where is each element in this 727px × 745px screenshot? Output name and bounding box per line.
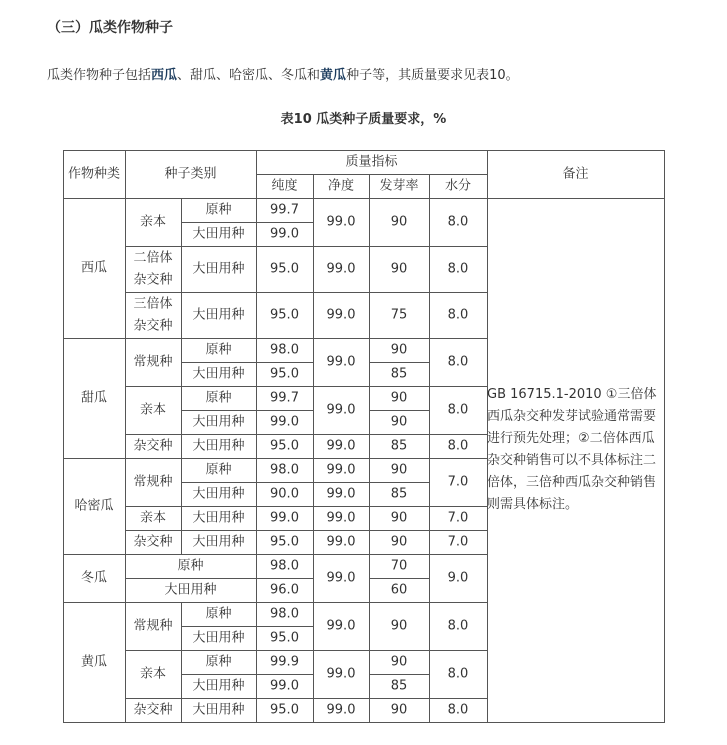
seed-subtype: 原种 (177, 558, 204, 574)
germination-value: 85 (390, 678, 408, 694)
germination-value: 90 (390, 534, 408, 550)
seed-subtype: 大田用种 (192, 630, 245, 646)
seed-group: 常规种 (133, 354, 173, 370)
clean-value: 99.0 (326, 534, 356, 550)
seed-subtype: 大田用种 (192, 226, 245, 242)
clean-value: 99.0 (326, 214, 356, 230)
moisture-value: 8.0 (447, 402, 469, 418)
seed-subtype: 原种 (205, 342, 232, 358)
crop-name: 哈密瓜 (74, 498, 114, 514)
purity-value: 98.0 (270, 606, 299, 622)
clean-value: 99.0 (326, 354, 356, 370)
purity-value: 90.0 (270, 486, 299, 502)
header-crop: 作物种类 (67, 166, 121, 182)
purity-value: 95.0 (270, 438, 299, 454)
header-remarks: 备注 (562, 166, 589, 182)
germination-value: 85 (390, 366, 408, 382)
clean-value: 99.0 (326, 510, 356, 526)
seed-subtype: 大田用种 (192, 366, 245, 382)
seed-subtype: 大田用种 (192, 510, 245, 526)
purity-value: 95.0 (270, 261, 299, 277)
seed-group: 杂交种 (133, 272, 173, 288)
purity-value: 95.0 (270, 307, 299, 323)
purity-value: 98.0 (270, 342, 299, 358)
purity-value: 99.7 (270, 390, 299, 406)
germination-value: 90 (390, 654, 408, 670)
moisture-value: 7.0 (447, 474, 469, 490)
clean-value: 99.0 (326, 618, 356, 634)
intro-crop-cucumber: 黄瓜 (320, 68, 347, 83)
seed-subtype: 大田用种 (192, 414, 245, 430)
purity-value: 99.0 (270, 414, 299, 430)
seed-group: 亲本 (139, 510, 167, 526)
clean-value: 99.0 (326, 261, 356, 277)
purity-value: 96.0 (270, 582, 299, 598)
clean-value: 99.0 (326, 462, 356, 478)
intro-crop-watermelon: 西瓜 (151, 68, 178, 83)
moisture-value: 8.0 (447, 214, 469, 230)
purity-value: 99.7 (270, 202, 299, 218)
germination-value: 70 (390, 558, 408, 574)
clean-value: 99.0 (326, 486, 356, 502)
seed-group: 杂交种 (133, 702, 173, 718)
header-moisture: 水分 (444, 178, 472, 194)
seed-subtype: 大田用种 (192, 307, 245, 323)
clean-value: 99.0 (326, 402, 356, 418)
clean-value: 99.0 (326, 438, 356, 454)
section-heading: （三）瓜类作物种子 (47, 20, 173, 36)
seed-group: 亲本 (139, 214, 167, 230)
crop-name: 冬瓜 (80, 570, 108, 586)
seed-group: 常规种 (133, 474, 173, 490)
seed-group: 亲本 (139, 402, 167, 418)
seed-subtype: 原种 (205, 462, 232, 478)
remarks-note: GB 16715.1-2010 ①三倍体西瓜杂交种发芽试验通常需要进行预先处理；②二倍体西瓜杂交种销售可以不具体标注二倍体，三倍种西瓜杂交种销售则需具体标注。 (487, 387, 657, 512)
header-germination: 发芽率 (379, 178, 419, 194)
clean-value: 99.0 (326, 307, 356, 323)
purity-value: 95.0 (270, 366, 299, 382)
purity-value: 99.0 (270, 226, 299, 242)
header-clean: 净度 (327, 178, 355, 194)
germination-value: 90 (390, 214, 408, 230)
purity-value: 99.0 (270, 510, 299, 526)
seed-group: 亲本 (139, 666, 167, 682)
seed-group: 三倍体 (133, 296, 173, 312)
purity-value: 98.0 (270, 462, 299, 478)
germination-value: 90 (390, 414, 408, 430)
seed-group: 二倍体 (133, 250, 173, 266)
seed-group: 杂交种 (133, 438, 173, 454)
germination-value: 90 (390, 261, 408, 277)
purity-value: 99.0 (270, 678, 299, 694)
header-quality: 质量指标 (345, 154, 398, 170)
seed-subtype: 大田用种 (192, 534, 245, 550)
germination-value: 90 (390, 342, 408, 358)
seed-group: 杂交种 (133, 534, 173, 550)
germination-value: 90 (390, 510, 408, 526)
moisture-value: 8.0 (447, 354, 469, 370)
germination-value: 90 (390, 390, 408, 406)
crop-name: 甜瓜 (80, 390, 108, 406)
purity-value: 98.0 (270, 558, 299, 574)
seed-subtype: 大田用种 (192, 261, 245, 277)
seed-subtype: 原种 (205, 390, 232, 406)
seed-subtype: 大田用种 (192, 486, 245, 502)
germination-value: 90 (390, 462, 408, 478)
moisture-value: 7.0 (447, 510, 469, 526)
crop-name: 黄瓜 (80, 654, 108, 670)
moisture-value: 9.0 (447, 570, 469, 586)
germination-value: 85 (390, 486, 408, 502)
seed-group: 常规种 (133, 618, 173, 634)
seed-subtype: 原种 (205, 202, 232, 218)
moisture-value: 8.0 (447, 307, 469, 323)
seed-subtype: 原种 (205, 654, 232, 670)
seed-group: 杂交种 (133, 318, 173, 334)
crop-name: 西瓜 (80, 260, 108, 276)
moisture-value: 8.0 (447, 666, 469, 682)
clean-value: 99.0 (326, 666, 356, 682)
germination-value: 90 (390, 618, 408, 634)
purity-value: 95.0 (270, 534, 299, 550)
germination-value: 75 (390, 307, 408, 323)
intro-text-3: 种子等，其质量要求见表10。 (346, 68, 519, 83)
moisture-value: 8.0 (447, 618, 469, 634)
purity-value: 95.0 (270, 702, 299, 718)
seed-subtype: 大田用种 (192, 438, 245, 454)
purity-value: 95.0 (270, 630, 299, 646)
moisture-value: 8.0 (447, 261, 469, 277)
seed-subtype: 大田用种 (164, 582, 217, 598)
header-seed-type: 种子类别 (164, 166, 217, 182)
clean-value: 99.0 (326, 702, 356, 718)
seed-subtype: 大田用种 (192, 678, 245, 694)
seed-subtype: 原种 (205, 606, 232, 622)
seed-subtype: 大田用种 (192, 702, 245, 718)
purity-value: 99.9 (270, 654, 299, 670)
germination-value: 90 (390, 702, 408, 718)
moisture-value: 8.0 (447, 438, 469, 454)
germination-value: 60 (390, 582, 408, 598)
clean-value: 99.0 (326, 570, 356, 586)
germination-value: 85 (390, 438, 408, 454)
moisture-value: 8.0 (447, 702, 469, 718)
intro-text-2: 、甜瓜、哈密瓜、冬瓜和 (177, 68, 321, 83)
header-purity: 纯度 (271, 178, 298, 194)
moisture-value: 7.0 (447, 534, 469, 550)
table-caption: 表10 瓜类种子质量要求，% (280, 112, 447, 127)
intro-text-1: 瓜类作物种子包括 (47, 68, 152, 83)
